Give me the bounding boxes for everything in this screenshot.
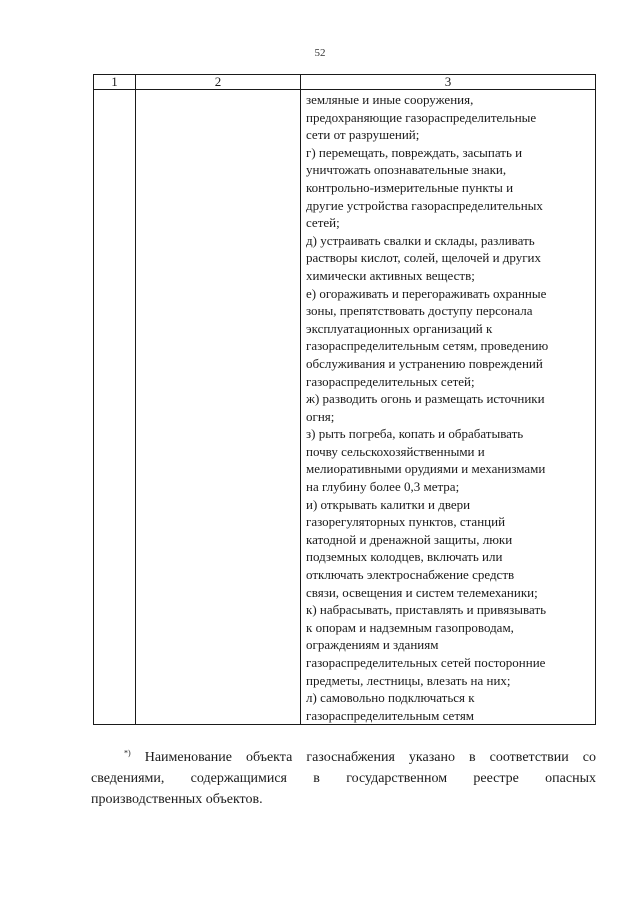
text-line: предохраняющие газораспределительные — [306, 109, 537, 125]
text-line: е) огораживать и перегораживать охранные — [306, 285, 547, 301]
page-number: 52 — [314, 47, 326, 59]
text-line: ж) разводить огонь и размещать источники — [306, 391, 545, 407]
table-header-row — [94, 75, 596, 90]
text-line: д) устраивать свалки и склады, разливать — [306, 232, 535, 248]
regulation-table — [93, 74, 596, 725]
footnote-marker: *) — [124, 748, 131, 758]
table-cell-col3 — [301, 90, 596, 725]
column-header-1: 1 — [94, 75, 136, 90]
text-line: к опорам и надземным газопроводам, — [306, 619, 514, 635]
text-line: г) перемещать, повреждать, засыпать и — [306, 144, 523, 160]
text-line: ограждениям и зданиям — [306, 637, 439, 653]
column-header-2: 2 — [136, 75, 301, 90]
text-line: к) набрасывать, приставлять и привязывать — [306, 602, 547, 618]
text-line: сети от разрушений; — [306, 127, 420, 143]
text-line: предметы, лестницы, влезать на них; — [306, 672, 511, 688]
footnote-line-2: сведениями, содержащимися в государственном реестре опасных — [91, 771, 596, 786]
prohibitions-text — [301, 90, 595, 724]
text-line: на глубину более 0,3 метра; — [306, 479, 460, 495]
table-cell-col2 — [136, 90, 301, 725]
text-line: эксплуатационных организаций к — [306, 320, 493, 336]
text-line: л) самовольно подключаться к — [306, 690, 475, 706]
text-line: газораспределительным сетям, проведению — [306, 338, 549, 354]
text-line: почву сельскохозяйственными и — [306, 443, 485, 459]
text-line: з) рыть погреба, копать и обрабатывать — [306, 426, 524, 442]
text-line: огня; — [306, 408, 335, 424]
text-line: сетей; — [306, 215, 340, 231]
text-line: растворы кислот, солей, щелочей и других — [306, 250, 542, 266]
footnote-line-1 — [91, 747, 596, 768]
footnote-line-3: производственных объектов. — [91, 792, 263, 807]
text-line: контрольно-измерительные пункты и — [306, 179, 514, 195]
text-line: газораспределительных сетей посторонние — [306, 655, 546, 670]
text-line: газорегуляторных пунктов, станций — [306, 514, 506, 530]
text-line: связи, освещения и систем телемеханики; — [306, 584, 538, 600]
footnote — [91, 747, 596, 810]
text-line: обслуживания и устранению повреждений — [306, 355, 543, 371]
text-line: химически активных веществ; — [306, 267, 475, 283]
text-line: уничтожать опознавательные знаки, — [306, 162, 507, 178]
text-line: катодной и дренажной защиты, люки — [306, 531, 513, 547]
table-row — [94, 90, 596, 725]
text-line: и) открывать калитки и двери — [306, 496, 471, 512]
text-line: мелиоративными орудиями и механизмами — [306, 461, 546, 477]
text-line: газораспределительных сетей; — [306, 373, 475, 389]
text-line: подземных колодцев, включать или — [306, 549, 503, 565]
column-header-3: 3 — [301, 75, 596, 90]
text-line: другие устройства газораспределительных — [306, 197, 543, 213]
footnote-line-1-text: Наименование объекта газоснабжения указано в соответствии со — [144, 750, 596, 765]
table-cell-col1 — [94, 90, 136, 725]
text-line: отключать электроснабжение средств — [306, 567, 515, 583]
text-line: газораспределительным сетям — [306, 707, 475, 723]
text-line: земляные и иные сооружения, — [306, 92, 474, 107]
text-line: зоны, препятствовать доступу персонала — [306, 303, 533, 319]
